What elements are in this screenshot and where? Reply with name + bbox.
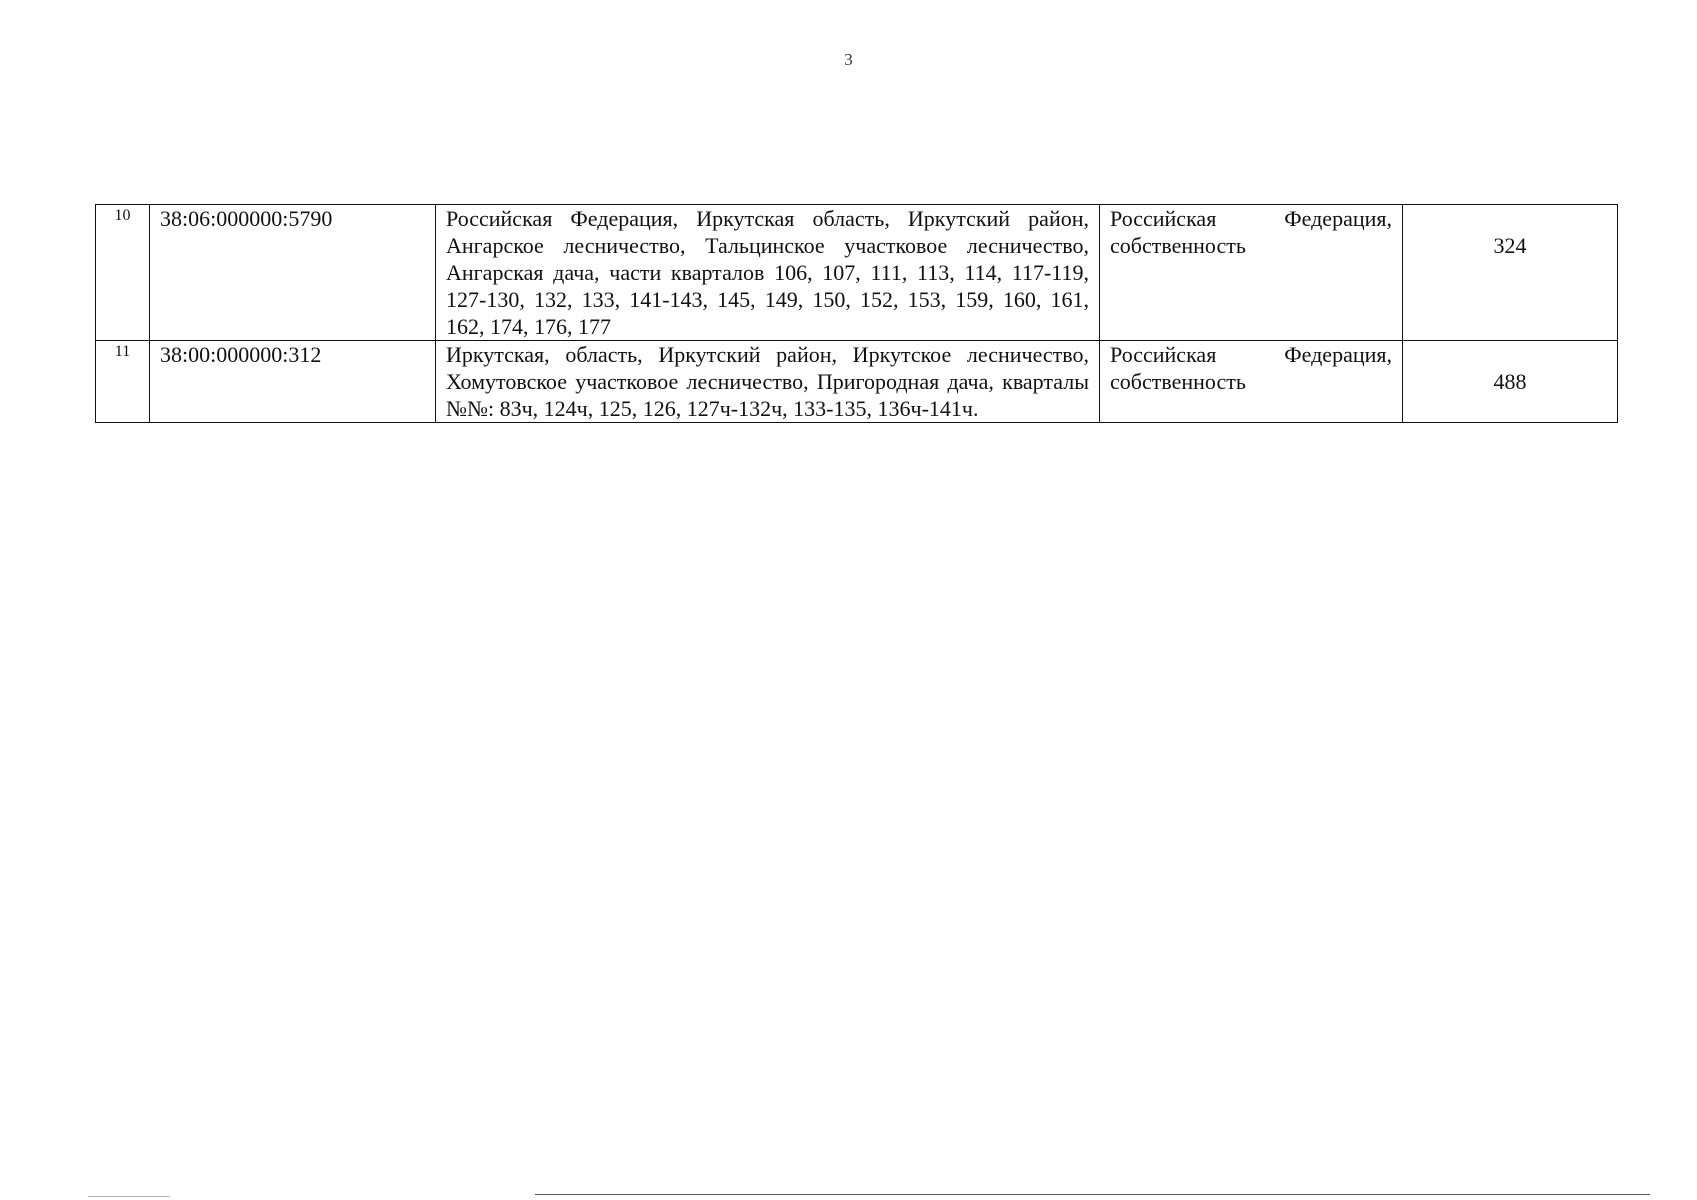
area-value: 488 <box>1403 341 1618 423</box>
row-number: 11 <box>96 341 150 423</box>
scan-artifact-line <box>535 1194 1650 1195</box>
area-value: 324 <box>1403 205 1618 341</box>
land-registry-table <box>95 204 1618 423</box>
cadastral-number: 38:00:000000:312 <box>150 341 436 423</box>
cadastral-number: 38:06:000000:5790 <box>150 205 436 341</box>
ownership-type: Российская Федерация, собственность <box>1100 205 1403 341</box>
ownership-type: Российская Федерация, собственность <box>1100 341 1403 423</box>
location-address: Иркутская, область, Иркутский район, Иркутское лесничество, Хомутовское участковое лесничество, Пригородная дача, кварталы №№: 83ч, 124ч, 125, 126, 127ч-132ч, 133-135, 136ч-141ч. <box>436 341 1100 423</box>
location-address: Российская Федерация, Иркутская область, Иркутский район, Ангарское лесничество, Тальцинское участковое лесничество, Ангарская дача, части кварталов 106, 107, 111, 113, 114, 117-119, 127-130, 132, 133, 141-143, 145, 149, 150, 152, 153, 159, 160, 161, 162, 174, 176, 177 <box>436 205 1100 341</box>
row-number: 10 <box>96 205 150 341</box>
table-row <box>96 341 1618 423</box>
page-number: 3 <box>844 50 853 69</box>
scan-artifact-dots <box>88 1196 170 1197</box>
table-row <box>96 205 1618 341</box>
